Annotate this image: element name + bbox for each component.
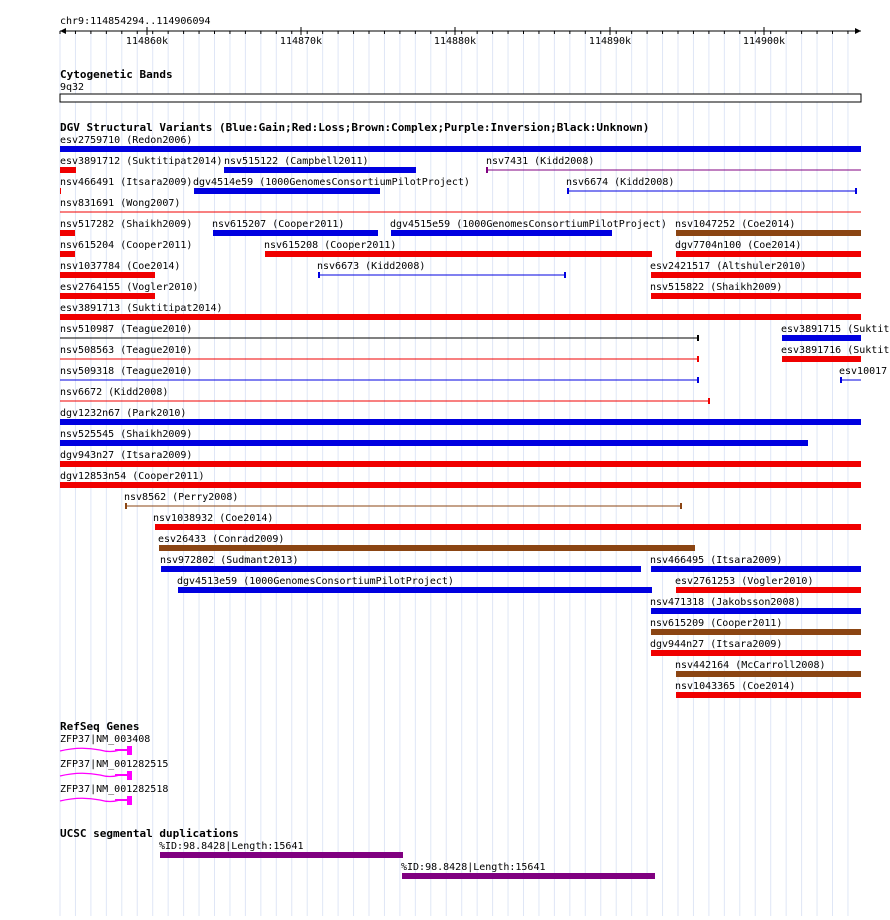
dgv-variant[interactable] — [486, 156, 861, 173]
dgv-variant-bar[interactable] — [60, 167, 76, 173]
ruler-location: chr9:114854294..114906094 — [60, 16, 211, 27]
segdup-label: %ID:98.8428|Length:15641 — [159, 841, 304, 852]
dgv-variant-label: dgv944n27 (Itsara2009) — [650, 639, 783, 650]
dgv-variant[interactable] — [566, 177, 856, 194]
refseq-exon[interactable] — [127, 746, 132, 755]
segdup-bar[interactable] — [160, 852, 403, 858]
dgv-variant[interactable] — [60, 282, 198, 299]
cytoband-label: 9q32 — [60, 82, 85, 93]
dgv-variant-label: nsv442164 (McCarroll2008) — [675, 660, 826, 671]
dgv-variant-bar[interactable] — [60, 419, 861, 425]
dgv-variant-label: esv2761253 (Vogler2010) — [675, 576, 814, 587]
dgv-variant-bar[interactable] — [60, 482, 861, 488]
refseq-features — [60, 734, 168, 805]
dgv-variant-label: nsv7431 (Kidd2008) — [486, 156, 595, 167]
refseq-gene[interactable] — [60, 784, 168, 805]
dgv-variant-label: nsv831691 (Wong2007) — [60, 198, 181, 209]
dgv-variant-label: nsv1047252 (Coe2014) — [675, 219, 796, 230]
segdup-bar[interactable] — [402, 873, 655, 879]
refseq-intron — [60, 773, 120, 776]
dgv-variant-bar[interactable] — [60, 461, 861, 467]
dgv-variant-bar[interactable] — [676, 587, 861, 593]
dgv-variant-label: esv2759710 (Redon2006) — [60, 135, 193, 146]
dgv-variant-label: nsv1038932 (Coe2014) — [153, 513, 274, 524]
dgv-variant-bar[interactable] — [161, 566, 641, 572]
dgv-variant[interactable] — [781, 345, 889, 362]
dgv-variant[interactable] — [317, 261, 565, 278]
dgv-variant-label: dgv1232n67 (Park2010) — [60, 408, 187, 419]
dgv-variant-label: nsv515822 (Shaikh2009) — [650, 282, 783, 293]
segdup-track-title: UCSC segmental duplications — [60, 827, 239, 840]
dgv-variant[interactable] — [650, 618, 861, 635]
dgv-variant-label: nsv6673 (Kidd2008) — [317, 261, 426, 272]
dgv-variant-label: nsv615208 (Cooper2011) — [264, 240, 397, 251]
refseq-gene[interactable] — [60, 759, 168, 780]
dgv-variant-label: nsv471318 (Jakobsson2008) — [650, 597, 801, 608]
dgv-variant-bar[interactable] — [60, 314, 861, 320]
dgv-variant-bar[interactable] — [651, 293, 861, 299]
dgv-variant-label: dgv4514e59 (1000GenomesConsortiumPilotProject) — [193, 177, 470, 188]
cytoband-track-title: Cytogenetic Bands — [60, 68, 173, 81]
dgv-variant-label: nsv615209 (Cooper2011) — [650, 618, 783, 629]
dgv-variant[interactable] — [60, 261, 180, 278]
dgv-variant-label: esv2421517 (Altshuler2010) — [650, 261, 807, 272]
dgv-variant[interactable] — [177, 576, 652, 593]
refseq-track-title: RefSeq Genes — [60, 720, 140, 733]
dgv-variant-bar[interactable] — [676, 251, 861, 257]
refseq-gene-label: ZFP37|NM_003408 — [60, 734, 151, 745]
dgv-variant-bar[interactable] — [60, 440, 808, 446]
ruler-tick-label: 114880k — [433, 36, 477, 47]
dgv-variant[interactable] — [650, 282, 861, 299]
refseq-exon[interactable] — [127, 771, 132, 780]
dgv-variant-label: dgv7704n100 (Coe2014) — [675, 240, 802, 251]
dgv-variant-label: nsv525545 (Shaikh2009) — [60, 429, 193, 440]
dgv-variant-bar[interactable] — [178, 587, 652, 593]
dgv-variant-bar[interactable] — [676, 671, 861, 677]
dgv-variant-label: dgv4513e59 (1000GenomesConsortiumPilotProject) — [177, 576, 454, 587]
dgv-variant[interactable] — [264, 240, 652, 257]
dgv-variant-bar[interactable] — [782, 356, 861, 362]
dgv-variant-label: nsv6672 (Kidd2008) — [60, 387, 169, 398]
dgv-variant[interactable] — [675, 660, 861, 677]
dgv-variant-bar[interactable] — [651, 608, 861, 614]
dgv-variant-bar[interactable] — [60, 251, 75, 257]
dgv-variant[interactable] — [60, 366, 698, 383]
dgv-variant-bar[interactable] — [224, 167, 416, 173]
dgv-variant-bar[interactable] — [782, 335, 861, 341]
dgv-variant-label: nsv515122 (Campbell2011) — [224, 156, 369, 167]
dgv-variant[interactable] — [124, 492, 681, 509]
dgv-variant-label: nsv509318 (Teague2010) — [60, 366, 193, 377]
dgv-variant[interactable] — [60, 471, 861, 488]
dgv-variant[interactable] — [650, 639, 861, 656]
dgv-variant-label: dgv4515e59 (1000GenomesConsortiumPilotProject) — [390, 219, 667, 230]
dgv-variant-bar[interactable] — [159, 545, 695, 551]
dgv-variant-label: nsv972802 (Sudmant2013) — [160, 555, 299, 566]
dgv-track — [60, 121, 889, 698]
dgv-variant-bar[interactable] — [60, 293, 155, 299]
segdup-track — [60, 827, 655, 879]
dgv-variant-label: esv3891713 (Suktitipat2014) — [60, 303, 223, 314]
ruler-tick-label: 114900k — [742, 36, 786, 47]
dgv-variant-bar[interactable] — [60, 146, 861, 152]
ruler — [60, 16, 861, 47]
dgv-variant[interactable] — [158, 534, 695, 551]
dgv-variant[interactable] — [60, 303, 861, 320]
refseq-intron — [60, 748, 120, 751]
dgv-variant-bar[interactable] — [651, 629, 861, 635]
dgv-variant-label: nsv510987 (Teague2010) — [60, 324, 193, 335]
dgv-variant-label: esv10017 — [839, 366, 888, 377]
dgv-variant[interactable] — [675, 240, 861, 257]
ruler-tick-label: 114890k — [588, 36, 632, 47]
segdup-feature[interactable] — [401, 862, 655, 879]
segdup-label: %ID:98.8428|Length:15641 — [401, 862, 546, 873]
dgv-variant[interactable] — [650, 597, 861, 614]
dgv-variant-label: esv3891715 (Suktit — [781, 324, 890, 335]
refseq-gene-label: ZFP37|NM_001282518 — [60, 784, 169, 795]
dgv-variant-bar[interactable] — [391, 230, 612, 236]
dgv-variant-label: nsv508563 (Teague2010) — [60, 345, 193, 356]
dgv-variant-label: dgv943n27 (Itsara2009) — [60, 450, 193, 461]
refseq-exon[interactable] — [127, 796, 132, 805]
dgv-variant-label: nsv466491 (Itsara2009) — [60, 177, 193, 188]
dgv-variant-bar[interactable] — [676, 692, 861, 698]
refseq-track — [60, 720, 168, 805]
dgv-variant[interactable] — [675, 219, 861, 236]
dgv-variant-label: esv26433 (Conrad2009) — [158, 534, 285, 545]
dgv-variant-label: nsv1043365 (Coe2014) — [675, 681, 796, 692]
dgv-variant[interactable] — [160, 555, 641, 572]
dgv-variant-bar[interactable] — [60, 188, 61, 194]
dgv-variant[interactable] — [650, 261, 861, 278]
ruler-tick-label: 114860k — [125, 36, 169, 47]
dgv-variant[interactable] — [650, 555, 861, 572]
dgv-variant-bar[interactable] — [60, 272, 155, 278]
dgv-variant[interactable] — [60, 240, 192, 257]
dgv-variant[interactable] — [675, 576, 861, 593]
refseq-intron — [60, 798, 120, 801]
ruler-right-arrow — [855, 28, 861, 34]
dgv-variant-label: nsv6674 (Kidd2008) — [566, 177, 675, 188]
dgv-variant[interactable] — [224, 156, 416, 173]
refseq-gene-label: ZFP37|NM_001282515 — [60, 759, 169, 770]
dgv-variant-bar[interactable] — [651, 272, 861, 278]
dgv-variant-label: nsv517282 (Shaikh2009) — [60, 219, 193, 230]
dgv-variant[interactable] — [60, 219, 192, 236]
dgv-variant-label: nsv8562 (Perry2008) — [124, 492, 239, 503]
dgv-variant[interactable] — [60, 345, 698, 362]
dgv-variant-bar[interactable] — [155, 524, 861, 530]
dgv-track-title: DGV Structural Variants (Blue:Gain;Red:Loss;Brown:Complex;Purple:Inversion;Black:Unknown) — [60, 121, 650, 134]
cytoband-bar[interactable] — [60, 94, 861, 102]
dgv-variant-bar[interactable] — [651, 650, 861, 656]
dgv-variant-bar[interactable] — [265, 251, 652, 257]
dgv-variant-label: nsv615207 (Cooper2011) — [212, 219, 345, 230]
cytoband-track — [60, 68, 861, 102]
dgv-variant[interactable] — [60, 156, 223, 173]
dgv-variant[interactable] — [675, 681, 861, 698]
dgv-variant-bar[interactable] — [651, 566, 861, 572]
segdup-features — [159, 841, 655, 879]
dgv-variant[interactable] — [60, 324, 698, 341]
dgv-variant[interactable] — [781, 324, 889, 341]
dgv-variant[interactable] — [60, 135, 861, 152]
segdup-feature[interactable] — [159, 841, 403, 858]
dgv-variant[interactable] — [60, 429, 808, 446]
dgv-variant[interactable] — [390, 219, 667, 236]
dgv-variant-label: esv2764155 (Vogler2010) — [60, 282, 199, 293]
dgv-variant[interactable] — [839, 366, 887, 383]
dgv-variant-label: nsv615204 (Cooper2011) — [60, 240, 193, 251]
dgv-variant-bar[interactable] — [60, 230, 75, 236]
dgv-variant[interactable] — [60, 177, 192, 194]
dgv-variant-bar[interactable] — [213, 230, 378, 236]
ruler-left-arrow — [60, 28, 66, 34]
dgv-variant-label: nsv466495 (Itsara2009) — [650, 555, 783, 566]
dgv-features — [60, 135, 889, 698]
dgv-variant-bar[interactable] — [676, 230, 861, 236]
dgv-variant[interactable] — [60, 408, 861, 425]
dgv-variant-label: nsv1037784 (Coe2014) — [60, 261, 181, 272]
dgv-variant-label: esv3891716 (Suktit — [781, 345, 890, 356]
dgv-variant[interactable] — [60, 198, 861, 212]
dgv-variant[interactable] — [60, 450, 861, 467]
dgv-variant-bar[interactable] — [194, 188, 380, 194]
dgv-variant-label: dgv12853n54 (Cooper2011) — [60, 471, 205, 482]
ruler-tick-label: 114870k — [279, 36, 323, 47]
dgv-variant[interactable] — [193, 177, 470, 194]
dgv-variant-label: esv3891712 (Suktitipat2014) — [60, 156, 223, 167]
